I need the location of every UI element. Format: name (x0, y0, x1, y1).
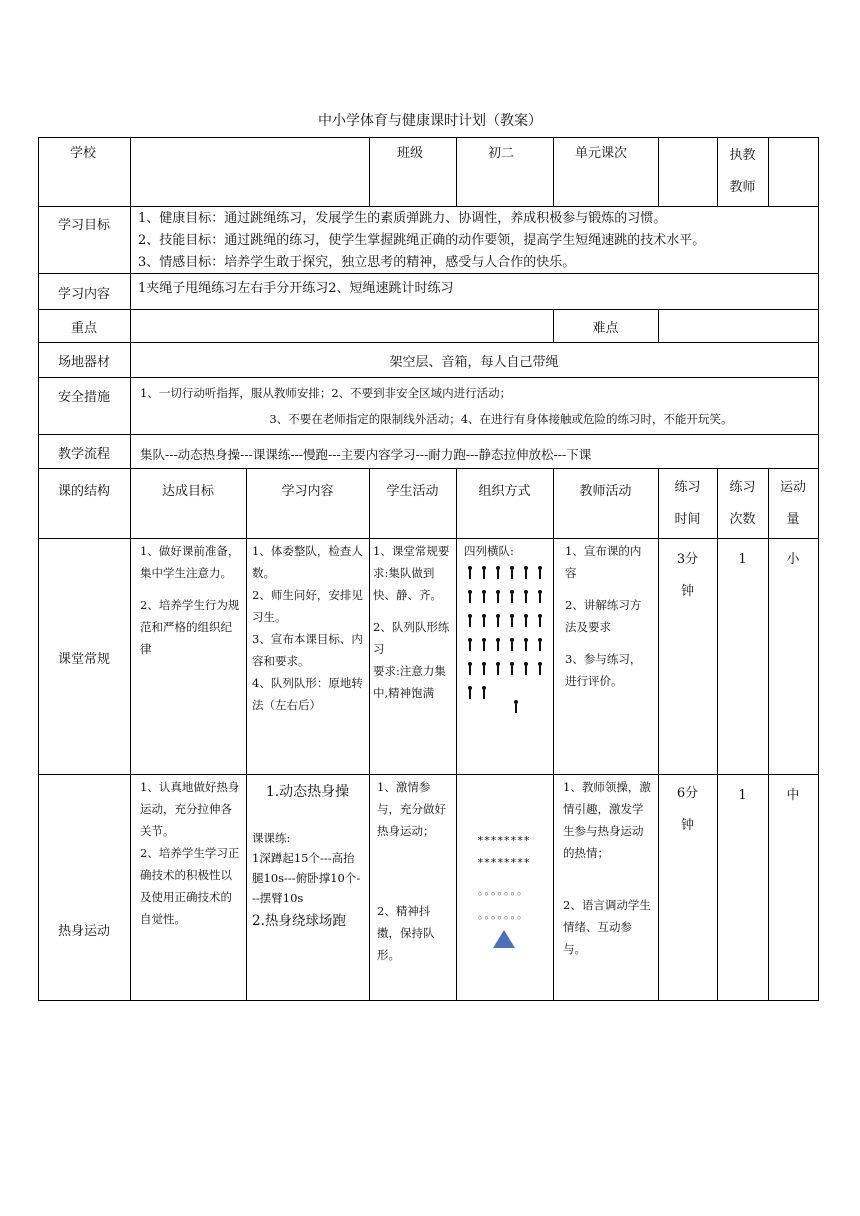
student-icon (508, 590, 516, 604)
col-structure: 课的结构 (57, 484, 110, 499)
routine-load: 小 (786, 552, 800, 567)
col-target: 达成目标 (161, 484, 214, 499)
student-icon (494, 638, 502, 652)
student-icon (466, 686, 474, 700)
safety-label: 安全措施 (57, 390, 110, 405)
formation-students (466, 566, 546, 700)
routine-content-item: 4、队列队形：原地转法（左右后） (252, 676, 363, 712)
content-label: 学习内容 (57, 287, 110, 302)
class-value: 初二 (488, 146, 515, 161)
routine-organization-label: 四列横队: (464, 544, 514, 558)
row-divider (38, 434, 818, 435)
routine-target-item: 1、做好课前准备，集中学生注意力。 (140, 544, 240, 580)
table-border-right (818, 137, 819, 1001)
page-title: 中小学体育与健康课时计划（教案） (318, 113, 542, 129)
routine-teacher-item: 2、讲解练习方法及要求 (565, 598, 642, 634)
student-icon (536, 566, 544, 580)
teacher-label-line1: 执教 (729, 148, 756, 163)
routine-content-item: 3、宣布本课目标、内容和要求。 (252, 632, 363, 668)
warmup-target-item: 1、认真地做好热身运动，充分拉伸各关节。 (140, 780, 240, 838)
warmup-section-label: 热身运动 (57, 924, 110, 939)
student-icon (494, 566, 502, 580)
col-time-line1: 练习 (674, 480, 701, 495)
safety-line1: 1、一切行动听指挥，服从教师安排；2、不要到非安全区域内进行活动； (140, 386, 512, 400)
flow-value: 集队---动态热身操---课课练---慢跑---主要内容学习---耐力跑---静态拉伸放松---下课 (140, 447, 592, 462)
routine-target-item: 2、培养学生行为规范和严格的组织纪律 (140, 598, 240, 656)
student-icon (508, 566, 516, 580)
student-icon (480, 614, 488, 628)
warmup-time (658, 778, 717, 842)
routine-teacher-item: 1、宣布课的内容 (565, 544, 642, 580)
warmup-content-sub: 课课练: (252, 831, 291, 845)
student-icon (522, 566, 530, 580)
routine-student (369, 540, 456, 704)
formation-row-circles: 。。。。。。。 (478, 884, 529, 897)
student-icon (522, 638, 530, 652)
school-label: 学校 (70, 146, 97, 161)
goal-item: 2、技能目标：通过跳绳的练习，使学生掌握跳绳正确的动作要领，提高学生短绳速跳的技术水平。 (138, 233, 706, 248)
goal-item: 1、健康目标：通过跳绳练习，发展学生的素质弹跳力、协调性，养成积极参与锻炼的习惯。 (138, 211, 667, 226)
warmup-time-line1: 6分 (676, 786, 699, 801)
student-icon (466, 614, 474, 628)
routine-teacher-item: 3、参与练习，进行评价。 (565, 652, 642, 688)
student-icon (480, 686, 488, 700)
safety-line2: 3、不要在老师指定的限制线外活动；4、在进行有身体接触或危险的练习时，不能开玩笑。 (269, 412, 733, 426)
col-content: 学习内容 (281, 484, 334, 499)
row-divider (38, 342, 818, 343)
student-icon (536, 662, 544, 676)
warmup-content-detail: 1深蹲起15个---高抬腿10s---俯卧撑10个---摆臂10s (252, 851, 361, 905)
difficulty-label: 难点 (592, 321, 619, 336)
key-points-label: 重点 (70, 321, 97, 336)
warmup-teacher-item: 1、教师领操，激情引趣，激发学生参与热身运动的热情； (563, 780, 651, 860)
formation-row-stars: ******** (477, 834, 530, 847)
col-time-line2: 时间 (674, 512, 701, 527)
student-icon (466, 638, 474, 652)
col-count-line1: 练习 (729, 480, 756, 495)
col-count-line2: 次数 (729, 512, 756, 527)
routine-content-item: 2、师生问好，安排见习生。 (252, 588, 363, 624)
routine-student-item: 要求:注意力集中,精神饱满 (373, 664, 446, 700)
teacher-triangle-icon (493, 930, 515, 948)
col-organization: 组织方式 (478, 484, 531, 499)
col-load (768, 472, 818, 536)
student-icon (536, 638, 544, 652)
warmup-count: 1 (738, 788, 747, 803)
content-value: 1夹绳子甩绳练习左右手分开练习2、短绳速跳计时练习 (138, 281, 454, 296)
table-border-left (38, 137, 39, 1001)
warmup-time-line2: 钟 (680, 818, 694, 833)
row-divider (38, 774, 818, 775)
col-student: 学生活动 (386, 484, 439, 499)
warmup-target-item: 2、培养学生学习正确技术的积极性以及使用正确技术的自觉性。 (140, 846, 240, 926)
formation-row-circles: 。。。。。。。 (478, 908, 529, 921)
col-load-line1: 运动 (779, 480, 806, 495)
student-icon (536, 614, 544, 628)
routine-content (246, 540, 369, 716)
teacher-label (717, 140, 768, 204)
goals-list (130, 207, 818, 275)
warmup-teacher (553, 776, 658, 960)
warmup-load: 中 (786, 788, 800, 803)
class-label: 班级 (397, 146, 424, 161)
student-icon (466, 566, 474, 580)
difficulty-value (658, 315, 818, 323)
col-load-line2: 量 (786, 512, 800, 527)
warmup-content-heading2: 2.热身绕球场跑 (252, 913, 346, 929)
student-icon (480, 590, 488, 604)
formation-row-stars: ******** (477, 856, 530, 869)
unit-value (658, 140, 717, 148)
table-border-bottom (38, 1000, 818, 1001)
student-icon (522, 590, 530, 604)
col-teacher: 教师活动 (579, 484, 632, 499)
school-value (130, 140, 369, 148)
student-icon (536, 590, 544, 604)
warmup-content-heading: 1.动态热身操 (265, 784, 350, 800)
routine-time (658, 544, 717, 608)
student-icon (508, 638, 516, 652)
student-icon (494, 614, 502, 628)
routine-content-item: 1、体委整队，检查人数。 (252, 544, 363, 580)
student-icon (522, 662, 530, 676)
warmup-target (130, 776, 246, 930)
warmup-student-item: 1、激情参与，充分做好热身运动； (377, 780, 446, 838)
student-icon (494, 590, 502, 604)
student-icon (522, 614, 530, 628)
row-divider (38, 309, 818, 310)
col-count (717, 472, 768, 536)
teacher-label-line2: 教师 (729, 180, 756, 195)
student-icon (494, 662, 502, 676)
row-divider (38, 538, 818, 539)
student-icon (508, 614, 516, 628)
routine-student-item: 1、课堂常规要求:集队做到快、静、齐。 (373, 544, 450, 602)
unit-label: 单元课次 (575, 146, 628, 161)
routine-student-item: 2、队列队形练习 (373, 620, 450, 656)
goals-label: 学习目标 (57, 218, 110, 233)
student-icon (466, 590, 474, 604)
flow-label: 教学流程 (57, 447, 110, 462)
student-icon (480, 566, 488, 580)
student-icon (480, 638, 488, 652)
warmup-student-item: 2、精神抖擞，保持队形。 (377, 904, 435, 962)
warmup-student (369, 776, 456, 966)
routine-time-line2: 钟 (680, 584, 694, 599)
student-icon (466, 662, 474, 676)
routine-count: 1 (738, 552, 747, 567)
warmup-teacher-item: 2、语言调动学生情绪、互动参与。 (563, 898, 651, 956)
teacher-value (768, 140, 818, 148)
table-border-top (38, 137, 818, 138)
routine-time-line1: 3分 (676, 552, 699, 567)
routine-teacher (553, 540, 658, 692)
warmup-content (246, 778, 369, 934)
equipment-label: 场地器材 (57, 355, 110, 370)
cell-divider (658, 309, 659, 342)
teacher-icon (512, 700, 520, 714)
routine-target (130, 540, 246, 660)
key-points-value (130, 315, 553, 323)
student-icon (508, 662, 516, 676)
equipment-value: 架空层、音箱，每人自己带绳 (389, 355, 559, 370)
goal-item: 3、情感目标：培养学生敢于探究，独立思考的精神，感受与人合作的快乐。 (138, 255, 576, 270)
routine-section-label: 课堂常规 (57, 652, 110, 667)
student-icon (480, 662, 488, 676)
col-time (658, 472, 717, 536)
